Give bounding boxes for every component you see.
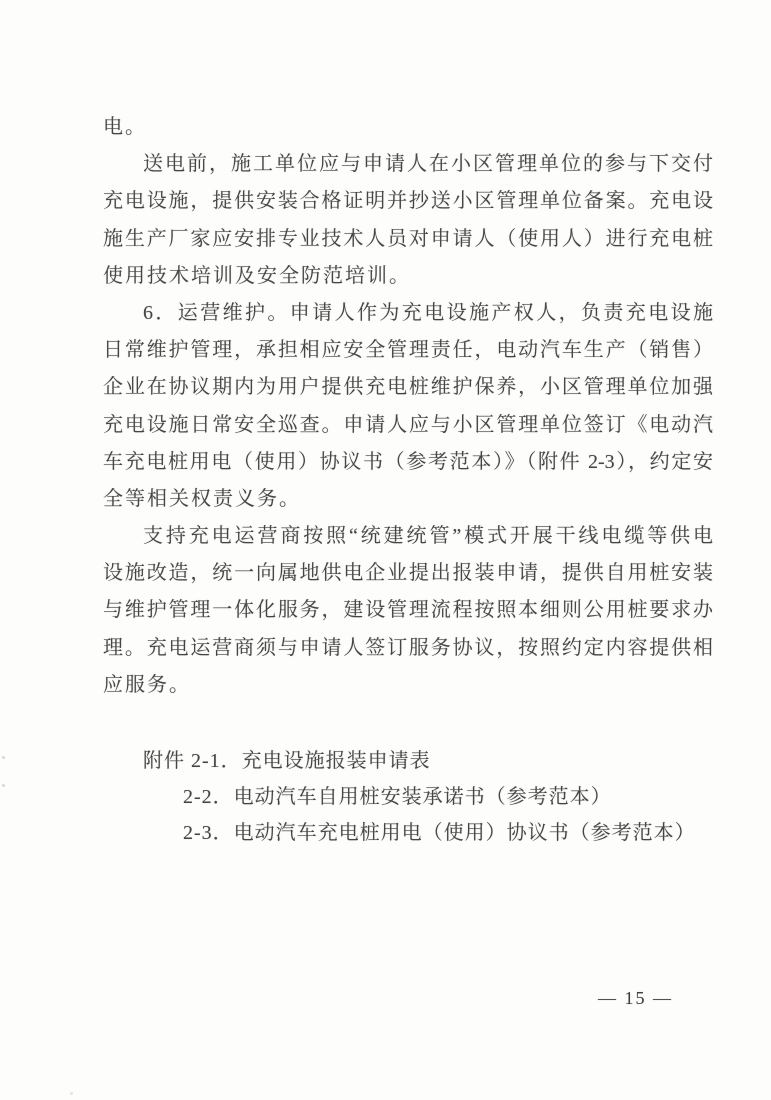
body-line: 送电前，施工单位应与申请人在小区管理单位的参与下交付	[143, 153, 713, 176]
attachment-item: 附件 2-1．充电设施报装申请表	[143, 750, 431, 772]
body-line: 充电设施日常安全巡查。申请人应与小区管理单位签订《电动汽	[103, 413, 713, 436]
body-line: 支持充电运营商按照“统建统管”模式开展干线电缆等供电	[143, 525, 713, 548]
attachment-item: 2-3．电动汽车充电桩用电（使用）协议书（参考范本）	[183, 822, 696, 844]
page-number: — 15 —	[598, 988, 673, 1008]
scan-speck	[70, 1092, 73, 1095]
body-line: 充电设施，提供安装合格证明并抄送小区管理单位备案。充电设	[103, 190, 713, 213]
attachment-item: 2-2．电动汽车自用桩安装承诺书（参考范本）	[183, 786, 612, 808]
body-line: 6．运营维护。申请人作为充电设施产权人，负责充电设施	[143, 301, 713, 324]
body-line: 应服务。	[103, 673, 191, 696]
body-line: 施生产厂家应安排专业技术人员对申请人（使用人）进行充电桩	[103, 227, 713, 250]
body-line: 使用技术培训及安全防范培训。	[103, 264, 411, 287]
body-line: 车充电桩用电（使用）协议书（参考范本）》（附件 2-3），约定安	[103, 450, 713, 473]
body-line: 全等相关权责义务。	[103, 487, 301, 510]
body-line: 理。充电运营商须与申请人签订服务协议，按照约定内容提供相	[103, 636, 713, 659]
body-line: 企业在协议期内为用户提供充电桩维护保养，小区管理单位加强	[103, 376, 713, 399]
body-line: 电。	[103, 116, 147, 138]
scan-speck	[2, 784, 5, 787]
attachment-list	[103, 743, 723, 851]
scan-speck	[2, 756, 5, 759]
body-text	[103, 109, 713, 704]
body-line: 与维护管理一体化服务，建设管理流程按照本细则公用桩要求办	[103, 599, 713, 622]
body-line: 设施改造，统一向属地供电企业提出报装申请，提供自用桩安装	[103, 562, 713, 585]
body-line: 日常维护管理，承担相应安全管理责任，电动汽车生产（销售）	[103, 339, 713, 362]
